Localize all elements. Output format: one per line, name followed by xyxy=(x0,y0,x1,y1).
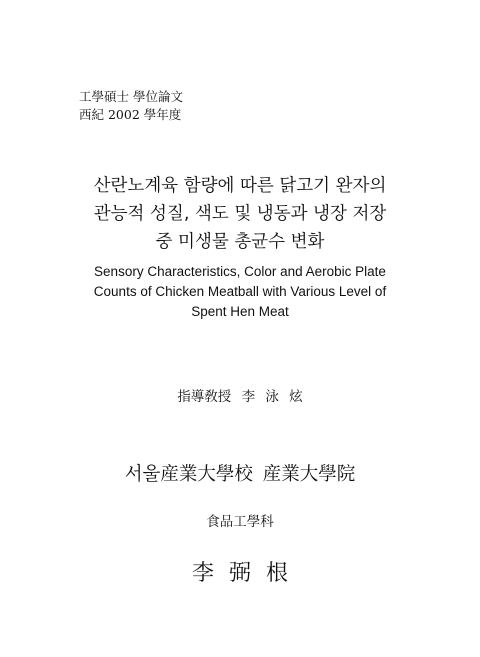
english-title-line-3: Spent Hen Meat xyxy=(191,304,289,319)
degree-info xyxy=(79,88,183,124)
korean-title-line-2: 관능적 성질, 색도 및 냉동과 냉장 저장 xyxy=(93,204,387,224)
degree-type: 工學碩士 學位論文 xyxy=(79,89,183,104)
korean-title-line-3: 중 미생물 총균수 변화 xyxy=(155,232,325,252)
department-name: 食品工學科 xyxy=(206,514,274,530)
advisor-name: 指導敎授 李 泳 炫 xyxy=(177,389,303,405)
author-name: 李 弼 根 xyxy=(192,561,288,586)
korean-title xyxy=(0,172,480,256)
korean-title-line-1: 산란노계육 함량에 따른 닭고기 완자의 xyxy=(93,176,387,196)
university-name: 서울産業大學校 産業大學院 xyxy=(124,464,356,485)
english-title-line-2: Counts of Chicken Meatball with Various Level of xyxy=(93,284,387,299)
english-title-line-1: Sensory Characteristics, Color and Aerobic Plate xyxy=(94,264,386,279)
academic-year: 西紀 2002 學年度 xyxy=(79,107,182,122)
english-title xyxy=(0,262,480,322)
